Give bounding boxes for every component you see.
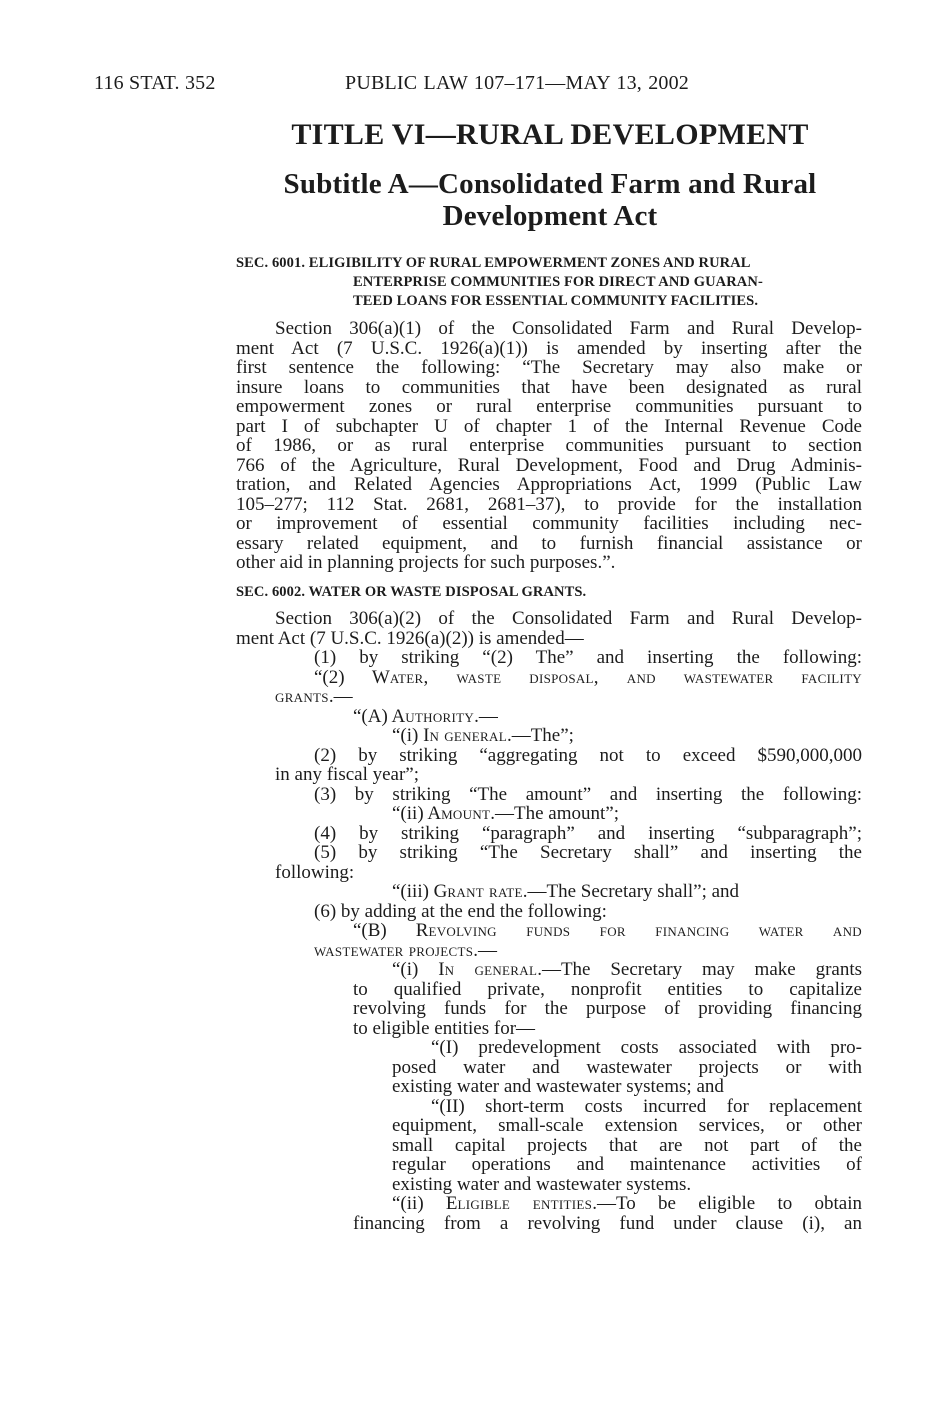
running-head (94, 72, 854, 98)
quoted-clause: “(i) In general.—The”; (392, 725, 574, 746)
amendment-item: following: (275, 861, 355, 883)
sec-6001-body (236, 319, 862, 573)
amendment-item: (1) by striking “(2) The” and inserting the following: (314, 647, 862, 668)
body-line: first sentence the following: “The Secretary may also make or (236, 357, 862, 378)
quoted-subclause-line: “(II) short-term costs incurred for replacement (431, 1095, 862, 1117)
quoted-heading-line: “(B) Revolving funds for financing water and (353, 920, 862, 941)
quoted-subheading: “(A) Authority.— (353, 705, 498, 727)
quoted-heading-line: grants.— (275, 686, 353, 707)
quoted-subclause-line: existing water and wastewater systems. (392, 1173, 692, 1195)
amendment-item: in any fiscal year”; (275, 764, 420, 785)
body-line: of 1986, or as rural enterprise communities pursuant to section (236, 435, 862, 456)
public-law-citation: PUBLIC LAW 107–171—MAY 13, 2002 (345, 72, 689, 94)
quoted-subclause-line: posed water and wastewater projects or with (392, 1056, 862, 1078)
quoted-subclause-line: regular operations and maintenance activities of (392, 1154, 862, 1175)
sec-6001-heading-line: SEC. 6001. ELIGIBILITY OF RURAL EMPOWERMENT ZONES AND RURAL (236, 255, 751, 271)
sec-6001-heading-line: TEED LOANS FOR ESSENTIAL COMMUNITY FACILITIES. (353, 293, 759, 309)
body-line: empowerment zones or rural enterprise communities pursuant to (236, 396, 862, 417)
quoted-clause-line: revolving funds for the purpose of providing financing (353, 998, 862, 1019)
body-line: 766 of the Agriculture, Rural Development, Food and Drug Adminis- (236, 454, 862, 476)
quoted-heading-line: wastewater projects.— (314, 939, 497, 961)
amendment-item: (3) by striking “The amount” and inserting the following: (314, 783, 862, 805)
body-line: Section 306(a)(1) of the Consolidated Farm and Rural Develop- (275, 318, 862, 339)
quoted-subclause-line: equipment, small-scale extension services, or other (392, 1115, 862, 1136)
body-line: or improvement of essential community facilities including nec- (236, 513, 862, 534)
quoted-heading-line: “(2) Water, waste disposal, and wastewater facility (314, 666, 862, 688)
body-line: ment Act (7 U.S.C. 1926(a)(1)) is amended by inserting after the (236, 337, 862, 359)
body-line: Section 306(a)(2) of the Consolidated Farm and Rural Develop- (275, 608, 862, 629)
sec-6002-heading-line: SEC. 6002. WATER OR WASTE DISPOSAL GRANTS. (236, 584, 587, 600)
quoted-subclause-line: existing water and wastewater systems; and (392, 1076, 724, 1097)
statute-page-number: 116 STAT. 352 (94, 72, 216, 94)
body-line: 105–277; 112 Stat. 2681, 2681–37), to provide for the installation (236, 493, 862, 515)
amendment-item: (5) by striking “The Secretary shall” and inserting the (314, 842, 862, 863)
subtitle-heading (230, 168, 870, 232)
quoted-subclause-line: small capital projects that are not part of the (392, 1134, 862, 1156)
body-line: ment Act (7 U.S.C. 1926(a)(2)) is amended— (236, 627, 584, 649)
amendment-item: (6) by adding at the end the following: (314, 900, 607, 922)
subtitle-line-1: Subtitle A—Consolidated Farm and Rural (283, 168, 817, 200)
sec-6001-heading (236, 254, 862, 311)
sec-6002-heading (236, 583, 862, 602)
quoted-clause-line: to eligible entities for— (353, 1017, 536, 1039)
body-line: insure loans to communities that have been designated as rural (236, 376, 862, 398)
subtitle-line-2: Development Act (442, 200, 658, 232)
quoted-clause-line: to qualified private, nonprofit entities to capitalize (353, 978, 862, 1000)
sec-6001-heading-line: ENTERPRISE COMMUNITIES FOR DIRECT AND GUARAN- (353, 274, 763, 290)
amendment-item: (4) by striking “paragraph” and inserting “subparagraph”; (314, 822, 862, 844)
sec-6002-body (236, 609, 862, 1233)
quoted-clause: “(ii) Amount.—The amount”; (392, 803, 619, 824)
quoted-clause: “(i) In general.—The Secretary may make grants (392, 959, 863, 980)
title-heading: TITLE VI—RURAL DEVELOPMENT (291, 118, 809, 151)
body-line: part I of subchapter U of chapter 1 of the Internal Revenue Code (236, 415, 862, 437)
quoted-clause: “(ii) Eligible entities.—To be eligible to obtain (392, 1193, 862, 1214)
quoted-subclause-line: “(I) predevelopment costs associated with pro- (431, 1037, 862, 1058)
body-line: tration, and Related Agencies Appropriations Act, 1999 (Public Law (236, 474, 862, 495)
quoted-clause: “(iii) Grant rate.—The Secretary shall”; and (392, 881, 740, 902)
amendment-item: (2) by striking “aggregating not to exceed $590,000,000 (314, 744, 862, 766)
body-line: other aid in planning projects for such purposes.”. (236, 552, 616, 573)
quoted-clause-line: financing from a revolving fund under clause (i), an (353, 1212, 862, 1234)
body-line: essary related equipment, and to furnish financial assistance or (236, 532, 862, 554)
